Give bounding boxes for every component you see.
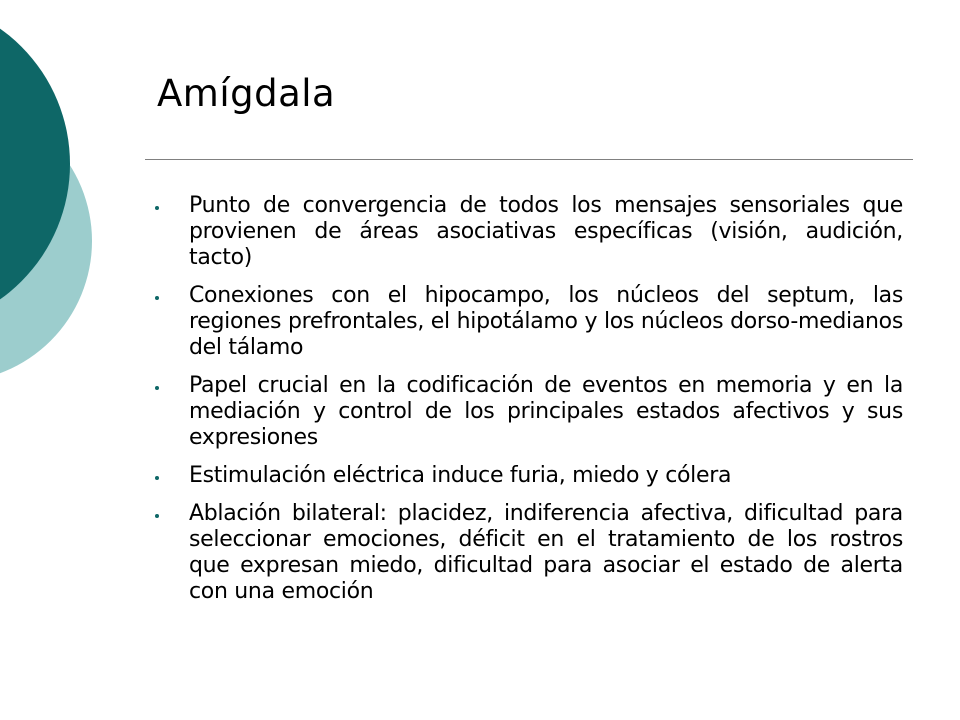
title-divider: [145, 159, 913, 160]
bullet-text: Conexiones con el hipocampo, los núcleos del septum, las regiones prefrontales, el hipotálamo y los núcleos dorso-medianos del tálamo: [189, 283, 903, 360]
bullet-text: Ablación bilateral: placidez, indiferencia afectiva, dificultad para seleccionar emociones, déficit en el tratamiento de los rostros que expresan miedo, dificultad para asociar el estado de alerta con una emoción: [189, 501, 903, 604]
bullet-text: Estimulación eléctrica induce furia, miedo y cólera: [189, 463, 732, 488]
bullet-text: Papel crucial en la codificación de eventos en memoria y en la mediación y control de los principales estados afectivos y sus expresiones: [189, 373, 903, 450]
bullet-item: [155, 501, 903, 605]
bullet-dot-icon: [155, 296, 159, 300]
bullet-dot-icon: [155, 476, 159, 480]
bullet-item: [155, 193, 903, 271]
bullet-item: [155, 373, 903, 451]
bullet-text: Punto de convergencia de todos los mensajes sensoriales que provienen de áreas asociativas específicas (visión, audición, tacto): [189, 193, 903, 270]
bullet-dot-icon: [155, 514, 159, 518]
bullet-dot-icon: [155, 206, 159, 210]
bullet-item: [155, 283, 903, 361]
bullet-list: [155, 193, 903, 617]
bullet-dot-icon: [155, 386, 159, 390]
bullet-item: [155, 463, 903, 489]
slide-title: Amígdala: [157, 72, 336, 115]
